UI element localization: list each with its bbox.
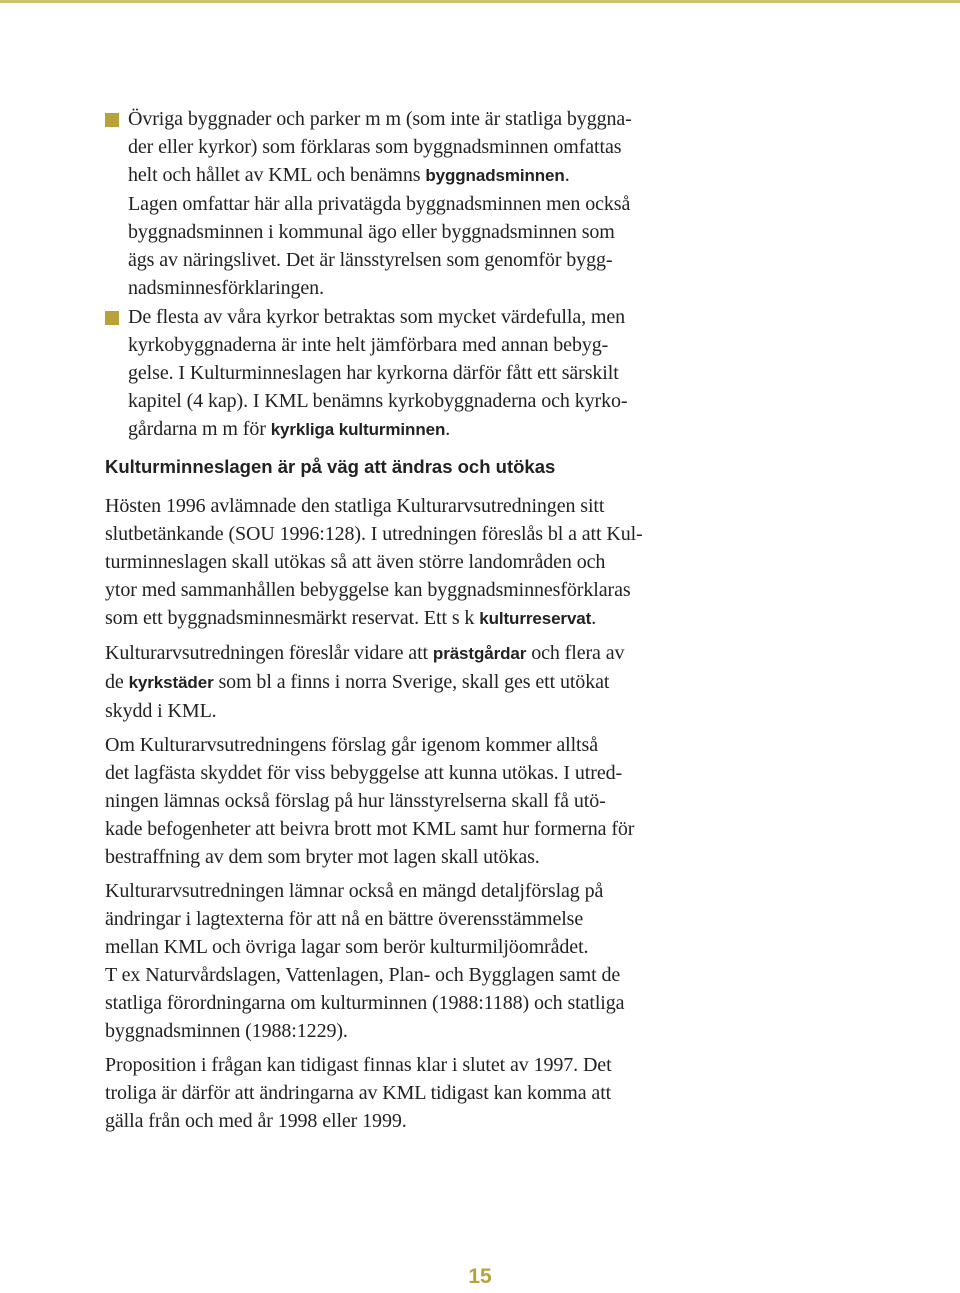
text-line: ytor med sammanhållen bebyggelse kan byggnadsminnesförklaras xyxy=(105,579,631,601)
text-line: byggnadsminnen (1988:1229). xyxy=(105,1020,348,1042)
text-line: De flesta av våra kyrkor betraktas som mycket värdefulla, men xyxy=(128,306,626,328)
text-line: gelse. I Kulturminneslagen har kyrkorna därför fått ett särskilt xyxy=(128,362,619,384)
text-line: som ett byggnadsminnesmärkt reservat. Ett s k kulturreservat. xyxy=(105,607,597,629)
text-line: gälla från och med år 1998 eller 1999. xyxy=(105,1110,407,1132)
text-line: gårdarna m m för kyrkliga kulturminnen. xyxy=(128,418,451,440)
text-line: Om Kulturarvsutredningens förslag går igenom kommer alltså xyxy=(105,734,598,756)
text-line: skydd i KML. xyxy=(105,700,217,722)
paragraph-kulturarvsutredningen xyxy=(105,492,725,633)
text-line: byggnadsminnen i kommunal ägo eller byggnadsminnen som xyxy=(128,221,615,243)
text-line: mellan KML och övriga lagar som berör kulturmiljöområdet. xyxy=(105,936,589,958)
top-rule xyxy=(0,0,960,3)
bullet-item-other-buildings xyxy=(105,105,725,302)
text-line: Kulturarvsutredningen lämnar också en mängd detaljförslag på xyxy=(105,880,604,902)
square-bullet-icon xyxy=(105,113,119,127)
paragraph-detaljforslag xyxy=(105,877,725,961)
text-line: Övriga byggnader och parker m m (som inte är statliga byggna- xyxy=(128,108,632,130)
page-number: 15 xyxy=(468,1265,492,1288)
term-prastgardar: prästgårdar xyxy=(432,644,527,663)
paragraph-lagar xyxy=(105,961,725,1045)
text-line: helt och hållet av KML och benämns byggnadsminnen. xyxy=(128,164,570,186)
section-heading: Kulturminneslagen är på väg att ändras och utökas xyxy=(105,456,556,477)
text-line: der eller kyrkor) som förklaras som byggnadsminnen omfattas xyxy=(128,136,622,158)
text-line: troliga är därför att ändringarna av KML tidigast kan komma att xyxy=(105,1082,612,1104)
term-byggnadsminnen: byggnadsminnen xyxy=(425,166,565,185)
text-line: ningen lämnas också förslag på hur länsstyrelserna skall få utö- xyxy=(105,790,606,812)
paragraph-forslag xyxy=(105,731,725,871)
bullet-item-churches xyxy=(105,303,725,444)
text-line: T ex Naturvårdslagen, Vattenlagen, Plan- och Bygglagen samt de xyxy=(105,964,621,986)
page-content xyxy=(105,105,725,1141)
text-line: kyrkobyggnaderna är inte helt jämförbara med annan bebyg- xyxy=(128,334,609,356)
term-kyrkliga-kulturminnen: kyrkliga kulturminnen xyxy=(270,420,446,439)
text-line: bestraffning av dem som bryter mot lagen skall utökas. xyxy=(105,846,540,868)
paragraph-proposition xyxy=(105,1051,725,1135)
text-line: Hösten 1996 avlämnade den statliga Kulturarvsutredningen sitt xyxy=(105,495,605,517)
text-line: ändringar i lagtexterna för att nå en bättre överensstämmelse xyxy=(105,908,584,930)
text-line: nadsminnesförklaringen. xyxy=(128,277,324,299)
text-line: Kulturarvsutredningen föreslår vidare att prästgårdar och flera av xyxy=(105,642,625,664)
square-bullet-icon xyxy=(105,311,119,325)
text-line: slutbetänkande (SOU 1996:128). I utredningen föreslås bl a att Kul- xyxy=(105,523,643,545)
text-line: kapitel (4 kap). I KML benämns kyrkobyggnaderna och kyrko- xyxy=(128,390,628,412)
text-line: statliga förordningarna om kulturminnen (1988:1188) och statliga xyxy=(105,992,625,1014)
term-kulturreservat: kulturreservat xyxy=(479,609,592,628)
paragraph-prastgardar xyxy=(105,639,725,725)
term-kyrkstader: kyrkstäder xyxy=(128,673,214,692)
text-line: turminneslagen skall utökas så att även större landområden och xyxy=(105,551,606,573)
text-line: Lagen omfattar här alla privatägda byggnadsminnen men också xyxy=(128,193,631,215)
text-line: kade befogenheter att beivra brott mot KML samt hur formerna för xyxy=(105,818,635,840)
text-line: ägs av näringslivet. Det är länsstyrelsen som genomför bygg- xyxy=(128,249,613,271)
text-line: Proposition i frågan kan tidigast finnas klar i slutet av 1997. Det xyxy=(105,1054,612,1076)
text-line: de kyrkstäder som bl a finns i norra Sverige, skall ges ett utökat xyxy=(105,671,610,693)
text-line: det lagfästa skyddet för viss bebyggelse att kunna utökas. I utred- xyxy=(105,762,623,784)
